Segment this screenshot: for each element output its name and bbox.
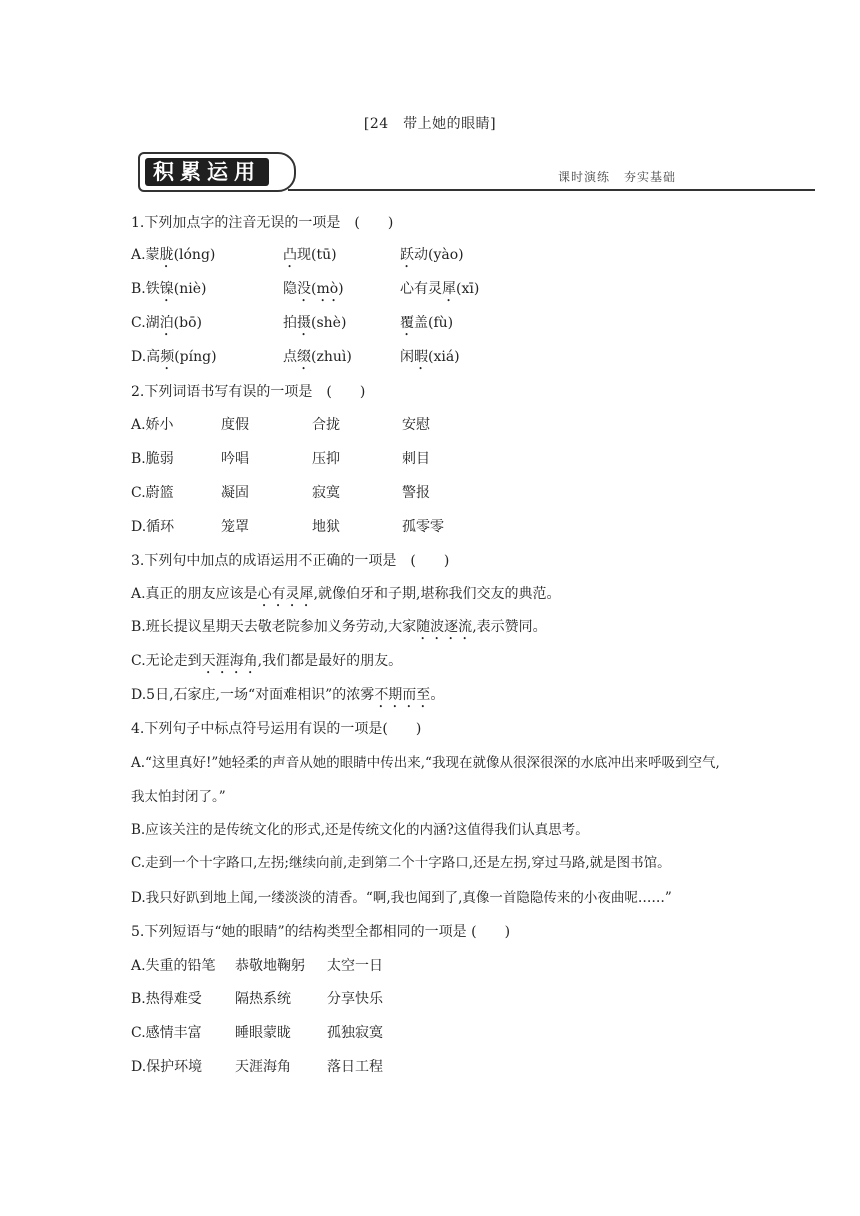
banner-sub-2: 夯实基础	[623, 170, 676, 184]
q4-stem: 4.下列句子中标点符号运用有误的一项是( )	[131, 721, 422, 737]
q4-option-c: C.走到一个十字路口,左拐;继续向前,走到第二个十字路口,还是左拐,穿过马路,就是图书馆。	[131, 855, 671, 871]
q4-option-a: A.“这里真好!”她轻柔的声音从她的眼睛中传出来,“我现在就像从很深很深的水底冲出来呼吸到空气,我太怕封闭了。”	[131, 755, 720, 805]
q5-option-d: D.保护环境 天涯海角 落日工程	[131, 1059, 383, 1075]
q5-option-c: C.感情丰富 睡眼蒙眬 孤独寂寞	[131, 1025, 383, 1041]
banner-subtitle	[544, 168, 676, 185]
q2-option-c: C.蔚篮 凝固 寂寞 警报	[131, 485, 430, 501]
q3-option-a: A.真正的朋友应该是心有灵犀,就像伯牙和子期,堪称我们交友的典范。	[131, 586, 561, 602]
banner-frame	[138, 152, 296, 192]
q3-stem: 3.下列句中加点的成语运用不正确的一项是 ( )	[131, 553, 450, 569]
q3-option-b: B.班长提议星期天去敬老院参加义务劳动,大家随波逐流,表示赞同。	[131, 619, 547, 635]
q2-option-a: A.娇小 度假 合拢 安慰	[131, 417, 430, 433]
lesson-title: [24 带上她的眼睛]	[363, 116, 497, 132]
banner-rule	[288, 189, 815, 191]
q4-option-d: D.我只好趴到地上闻,一缕淡淡的清香。“啊,我也闻到了,真像一首隐隐传来的小夜曲呢……”	[131, 890, 672, 906]
q1-option-a: A.蒙胧(lóng) 凸现(tū) 跃动(yào)	[131, 247, 464, 263]
q3-option-c: C.无论走到天涯海角,我们都是最好的朋友。	[131, 653, 403, 669]
q3-option-d: D.5日,石家庄,一场“对面难相识”的浓雾不期而至。	[131, 687, 445, 703]
banner-sub-1: 课时演练	[557, 170, 610, 184]
q2-stem: 2.下列词语书写有误的一项是 ( )	[131, 384, 366, 400]
q2-option-b: B.脆弱 吟唱 压抑 刺目	[131, 451, 430, 467]
q1-option-d: D.高频(píng) 点缀(zhuì) 闲暇(xiá)	[131, 349, 460, 365]
q5-stem: 5.下列短语与“她的眼睛”的结构类型全都相同的一项是 ( )	[131, 924, 511, 940]
q5-option-b: B.热得难受 隔热系统 分享快乐	[131, 991, 383, 1007]
q1-option-b: B.铁镍(niè) 隐没(mò) 心有灵犀(xī)	[131, 281, 480, 297]
q1-option-c: C.湖泊(bō) 拍摄(shè) 覆盖(fù)	[131, 315, 454, 331]
section-banner	[138, 152, 678, 192]
q2-option-d: D.循环 笼罩 地狱 孤零零	[131, 519, 444, 535]
q1-stem: 1.下列加点字的注音无误的一项是 ( )	[131, 215, 394, 231]
q5-option-a: A.失重的铅笔 恭敬地鞠躬 太空一日	[131, 958, 383, 974]
q4-option-b: B.应该关注的是传统文化的形式,还是传统文化的内涵?这值得我们认真思考。	[131, 822, 589, 838]
banner-title: 积累运用	[145, 158, 269, 186]
